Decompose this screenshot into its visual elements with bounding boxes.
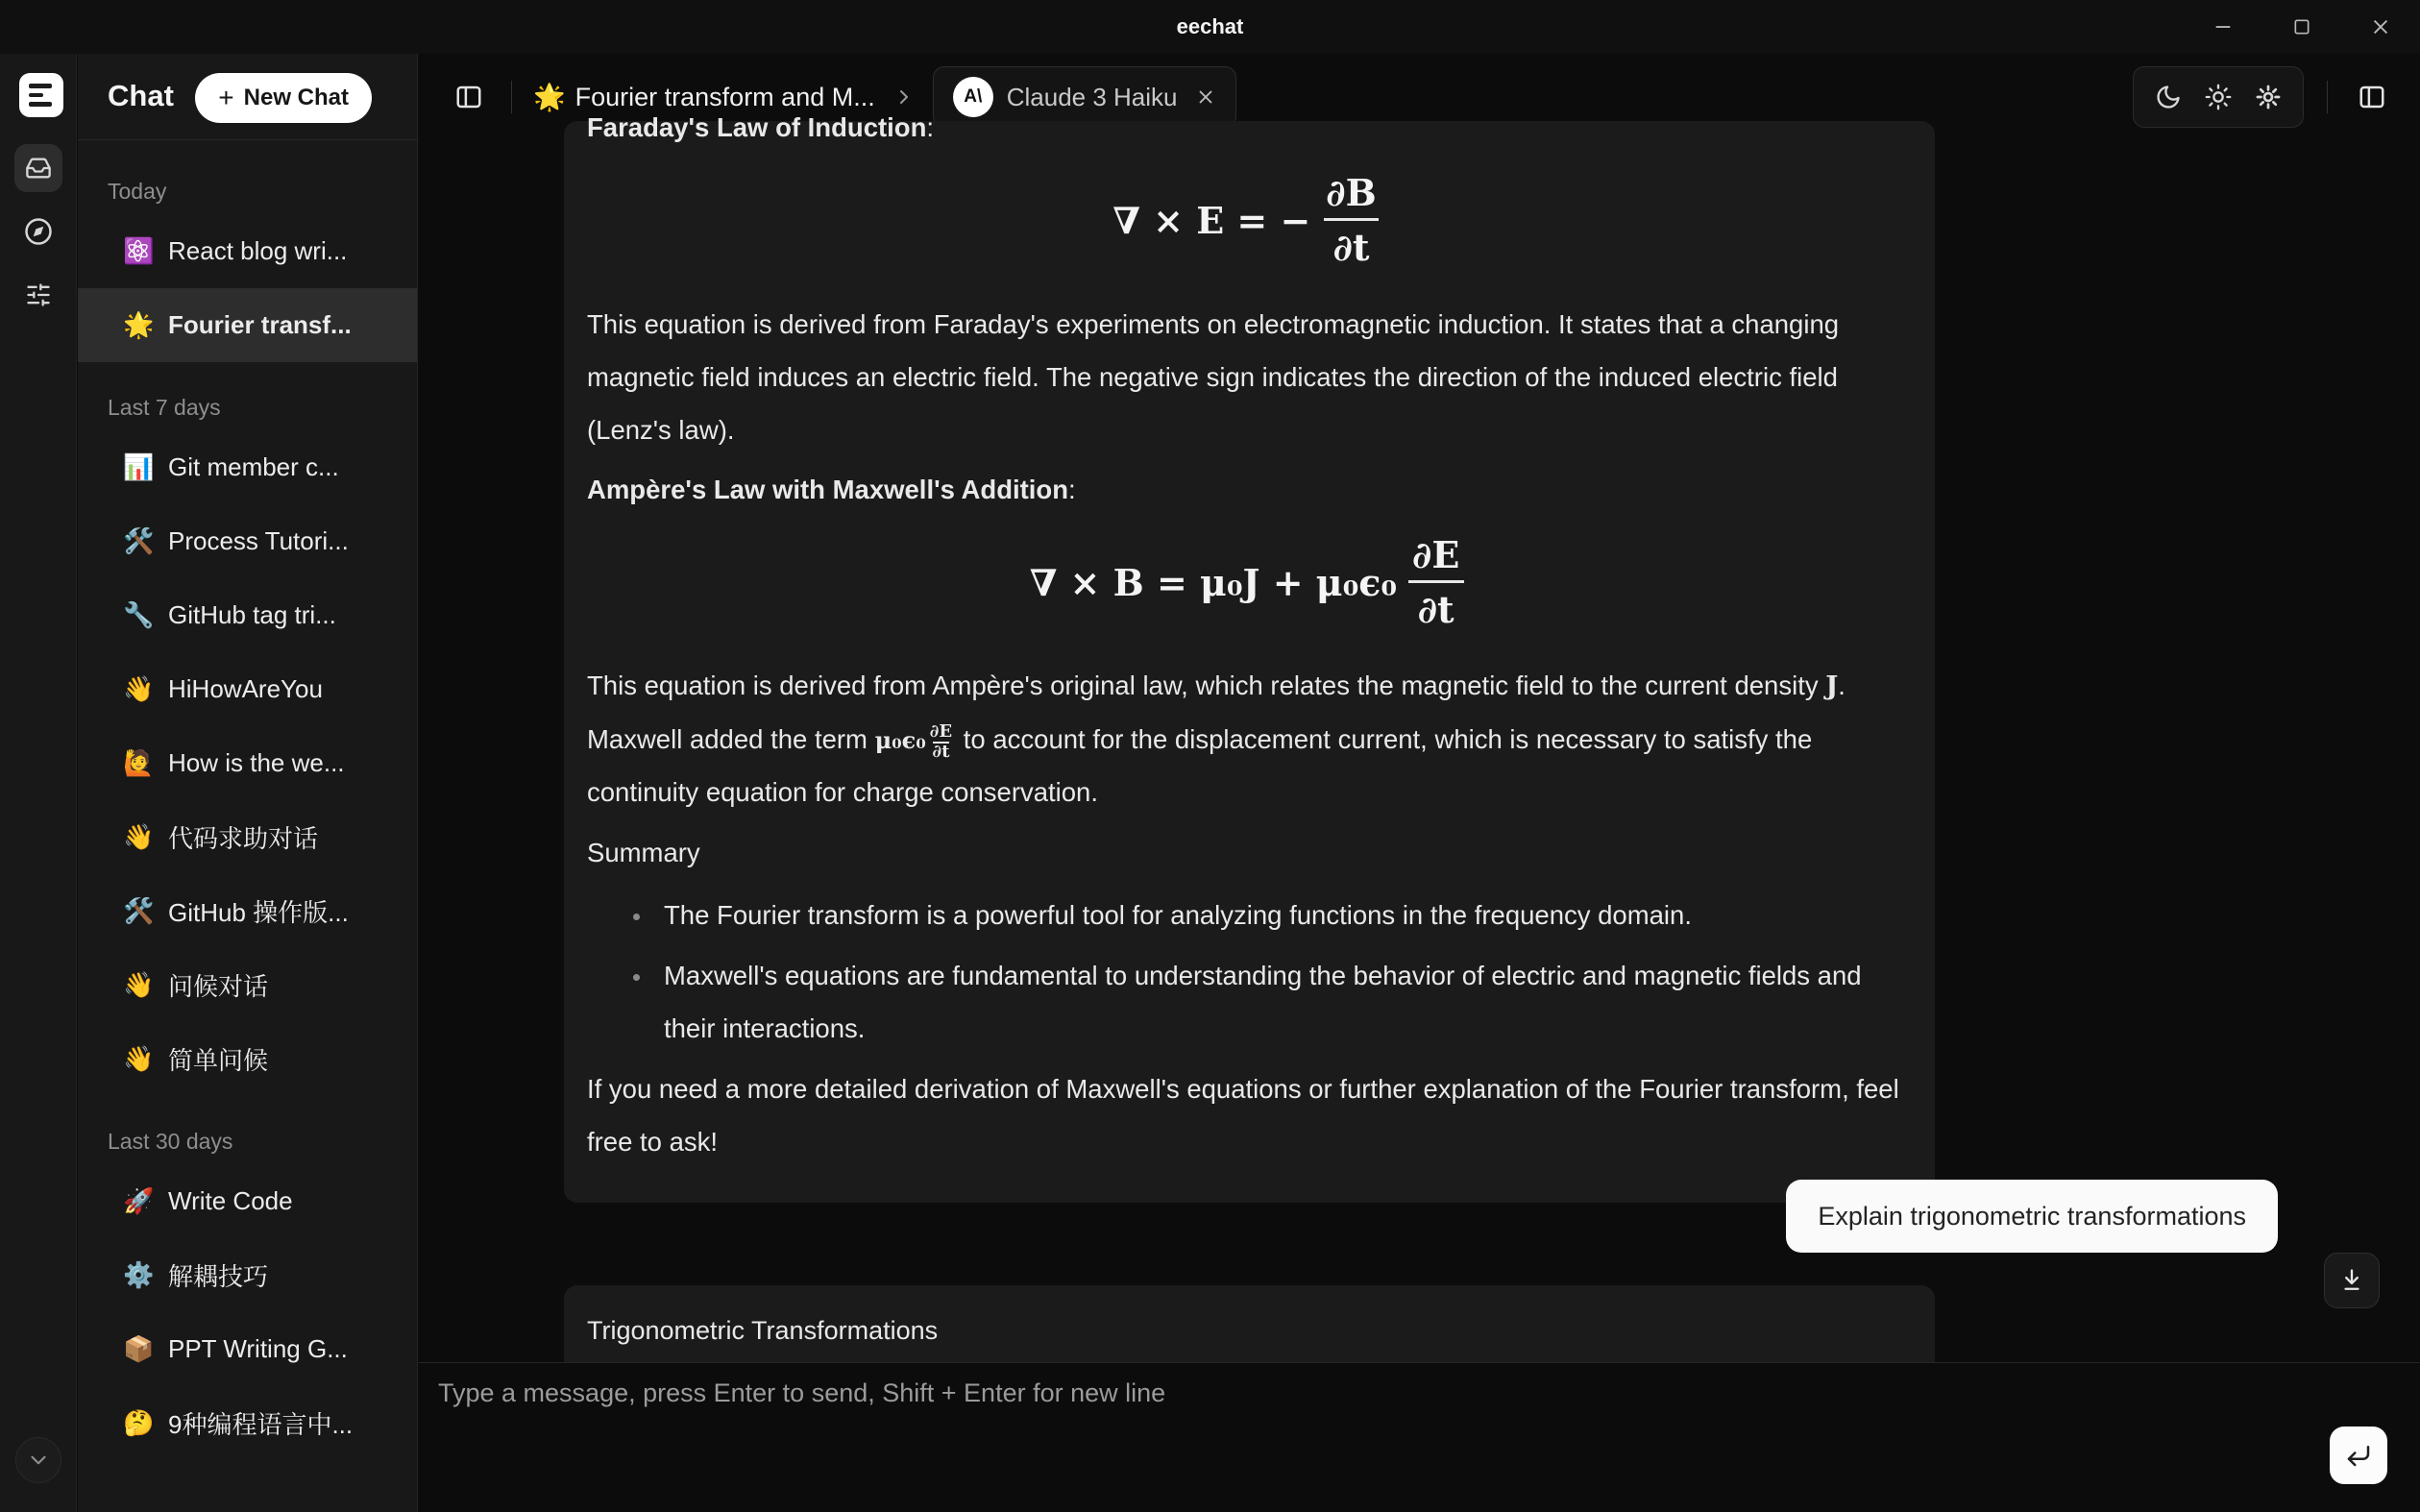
tab-emoji: 🌟 bbox=[533, 83, 566, 111]
sidebar-header bbox=[78, 54, 417, 140]
chat-item[interactable] bbox=[78, 1238, 417, 1312]
divider bbox=[511, 81, 512, 113]
summary-label: Summary bbox=[587, 838, 700, 868]
chat-item-emoji: 👋 bbox=[123, 1044, 155, 1073]
chat-item-emoji: 🛠️ bbox=[123, 526, 155, 555]
closing-paragraph: If you need a more detailed derivation of Maxwell's equations or further explanation of the Fourier transform, feel free to ask! bbox=[587, 1074, 1899, 1158]
chat-item[interactable] bbox=[78, 214, 417, 288]
chat-item-label: Write Code bbox=[168, 1186, 293, 1215]
chat-item-emoji: 📦 bbox=[123, 1334, 155, 1363]
paragraph-faraday: This equation is derived from Faraday's experiments on electromagnetic induction. It states that a changing magnetic field induces an electric field. The negative sign indicates the direction of the induced electric field (Lenz's law). bbox=[587, 308, 1840, 445]
rail-scroll-down-icon[interactable] bbox=[15, 1437, 61, 1483]
chat-sidebar bbox=[78, 54, 418, 1512]
sidebar-toggle-icon[interactable] bbox=[448, 76, 490, 118]
window-controls bbox=[2184, 0, 2420, 54]
chat-item[interactable] bbox=[78, 1386, 417, 1460]
user-message-text: Explain trigonometric transformations bbox=[1818, 1201, 2246, 1231]
chat-item-emoji: ⚛️ bbox=[123, 236, 155, 265]
chat-item[interactable] bbox=[78, 726, 417, 800]
window-title: eechat bbox=[1176, 14, 1244, 38]
chat-item[interactable] bbox=[78, 578, 417, 652]
chat-item-label: HiHowAreYou bbox=[168, 674, 323, 703]
message-heading-faraday: Faraday's Law of Induction: bbox=[587, 112, 935, 142]
scroll-to-bottom-button[interactable] bbox=[2324, 1253, 2380, 1308]
divider bbox=[2327, 81, 2328, 113]
chat-item-emoji: 🙋 bbox=[123, 748, 155, 777]
chat-item-emoji: 👋 bbox=[123, 970, 155, 999]
chat-item-label: Process Tutori... bbox=[168, 526, 349, 555]
chat-item-label: 解耦技巧 bbox=[168, 1262, 269, 1291]
title-bar bbox=[0, 0, 2420, 54]
settings-sliders-icon[interactable] bbox=[14, 271, 62, 319]
summary-bullet: The Fourier transform is a powerful tool for analyzing functions in the frequency domain. bbox=[625, 889, 1912, 941]
light-mode-sun-icon[interactable] bbox=[2197, 76, 2239, 118]
composer bbox=[419, 1362, 2420, 1512]
chat-item-emoji: 📊 bbox=[123, 452, 155, 481]
sidebar-title: Chat bbox=[108, 79, 174, 112]
chat-item-label: 9种编程语言中... bbox=[168, 1410, 354, 1439]
minimize-button[interactable] bbox=[2184, 0, 2262, 54]
chat-item[interactable] bbox=[78, 504, 417, 578]
equation-ampere: ∇ × B = μ₀J + μ₀ϵ₀ $\frac{\partial E}{\partial t}$ bbox=[587, 534, 1912, 630]
chat-item-label: 代码求助对话 bbox=[168, 824, 319, 853]
chat-item-label: Fourier transf... bbox=[168, 310, 352, 339]
chat-item-label: PPT Writing G... bbox=[168, 1334, 348, 1363]
tabbar-right bbox=[2133, 66, 2393, 128]
new-chat-button[interactable] bbox=[195, 73, 372, 123]
section-label-last7: Last 7 days bbox=[108, 395, 221, 420]
message-input[interactable] bbox=[438, 1378, 2263, 1494]
chat-list bbox=[78, 140, 417, 1460]
chat-item-emoji: 🌟 bbox=[123, 310, 155, 339]
chat-item[interactable] bbox=[78, 1312, 417, 1386]
send-button[interactable] bbox=[2330, 1427, 2387, 1484]
theme-switcher bbox=[2133, 66, 2304, 128]
paragraph-ampere: This equation is derived from Ampère's original law, which relates the magnetic field to the current density J. Maxwell added the term μ₀ϵ₀ $\frac{\partial E}{\partial t}$ to account for the displacement current, which is necessary to satisfy the continuity equation for charge conservation. bbox=[587, 671, 1846, 808]
main-area bbox=[419, 54, 2420, 1512]
model-close-icon[interactable] bbox=[1195, 86, 1216, 108]
chat-item-label: How is the we... bbox=[168, 748, 345, 777]
chat-item-emoji: 🚀 bbox=[123, 1186, 155, 1215]
inbox-icon[interactable] bbox=[14, 144, 62, 192]
chat-item-emoji: ⚙️ bbox=[123, 1260, 155, 1289]
chat-item-emoji: 👋 bbox=[123, 674, 155, 703]
next-message-heading: Trigonometric Transformations bbox=[587, 1316, 939, 1345]
chat-item-label: 简单问候 bbox=[168, 1046, 269, 1075]
model-logo-icon: A\ bbox=[953, 77, 993, 117]
section-label-last30: Last 30 days bbox=[108, 1129, 233, 1154]
chat-item-label: GitHub tag tri... bbox=[168, 600, 336, 629]
chat-item-label: React blog wri... bbox=[168, 236, 348, 265]
summary-bullet: Maxwell's equations are fundamental to understanding the behavior of electric and magnetic fields and their interactions. bbox=[625, 949, 1912, 1055]
chat-item-emoji: 🛠️ bbox=[123, 896, 155, 925]
model-name: Claude 3 Haiku bbox=[1006, 82, 1178, 111]
dark-mode-moon-icon[interactable] bbox=[2147, 76, 2189, 118]
chat-scroll-area[interactable] bbox=[419, 112, 2420, 1362]
maximize-button[interactable] bbox=[2262, 0, 2341, 54]
chat-item-emoji: 🔧 bbox=[123, 600, 155, 629]
tab-title: Fourier transform and M... bbox=[574, 82, 875, 111]
assistant-message bbox=[564, 112, 1935, 1203]
equation-faraday: ∇ × E = − $\frac{\partial B}{\partial t}$ bbox=[587, 172, 1912, 268]
chat-item[interactable] bbox=[78, 1022, 417, 1096]
chat-item-label: Git member c... bbox=[168, 452, 339, 481]
discover-compass-icon[interactable] bbox=[14, 207, 62, 256]
close-button[interactable] bbox=[2341, 0, 2420, 54]
section-label-today: Today bbox=[108, 179, 167, 204]
chat-item-emoji: 🤔 bbox=[123, 1408, 155, 1437]
message-heading-ampere: Ampère's Law with Maxwell's Addition: bbox=[587, 474, 1076, 504]
chat-item-label: 问候对话 bbox=[168, 972, 269, 1001]
chat-item[interactable] bbox=[78, 652, 417, 726]
chat-item[interactable] bbox=[78, 430, 417, 504]
plus-icon: + bbox=[218, 83, 234, 112]
app-logo-icon[interactable] bbox=[19, 73, 63, 117]
chat-item[interactable] bbox=[78, 1164, 417, 1238]
chevron-right-icon bbox=[892, 85, 916, 109]
new-chat-label: New Chat bbox=[243, 85, 349, 110]
chat-item[interactable] bbox=[78, 874, 417, 948]
icon-rail bbox=[0, 54, 77, 1512]
chat-item-label: GitHub 操作版... bbox=[168, 898, 349, 927]
chat-item[interactable] bbox=[78, 948, 417, 1022]
summary-list bbox=[625, 889, 1912, 1055]
right-panel-toggle-icon[interactable] bbox=[2351, 76, 2393, 118]
chat-item-active[interactable] bbox=[78, 288, 417, 362]
user-message-bubble bbox=[1786, 1180, 2278, 1253]
settings-gear-icon[interactable] bbox=[2247, 76, 2289, 118]
chat-item[interactable] bbox=[78, 800, 417, 874]
chat-item-emoji: 👋 bbox=[123, 822, 155, 851]
